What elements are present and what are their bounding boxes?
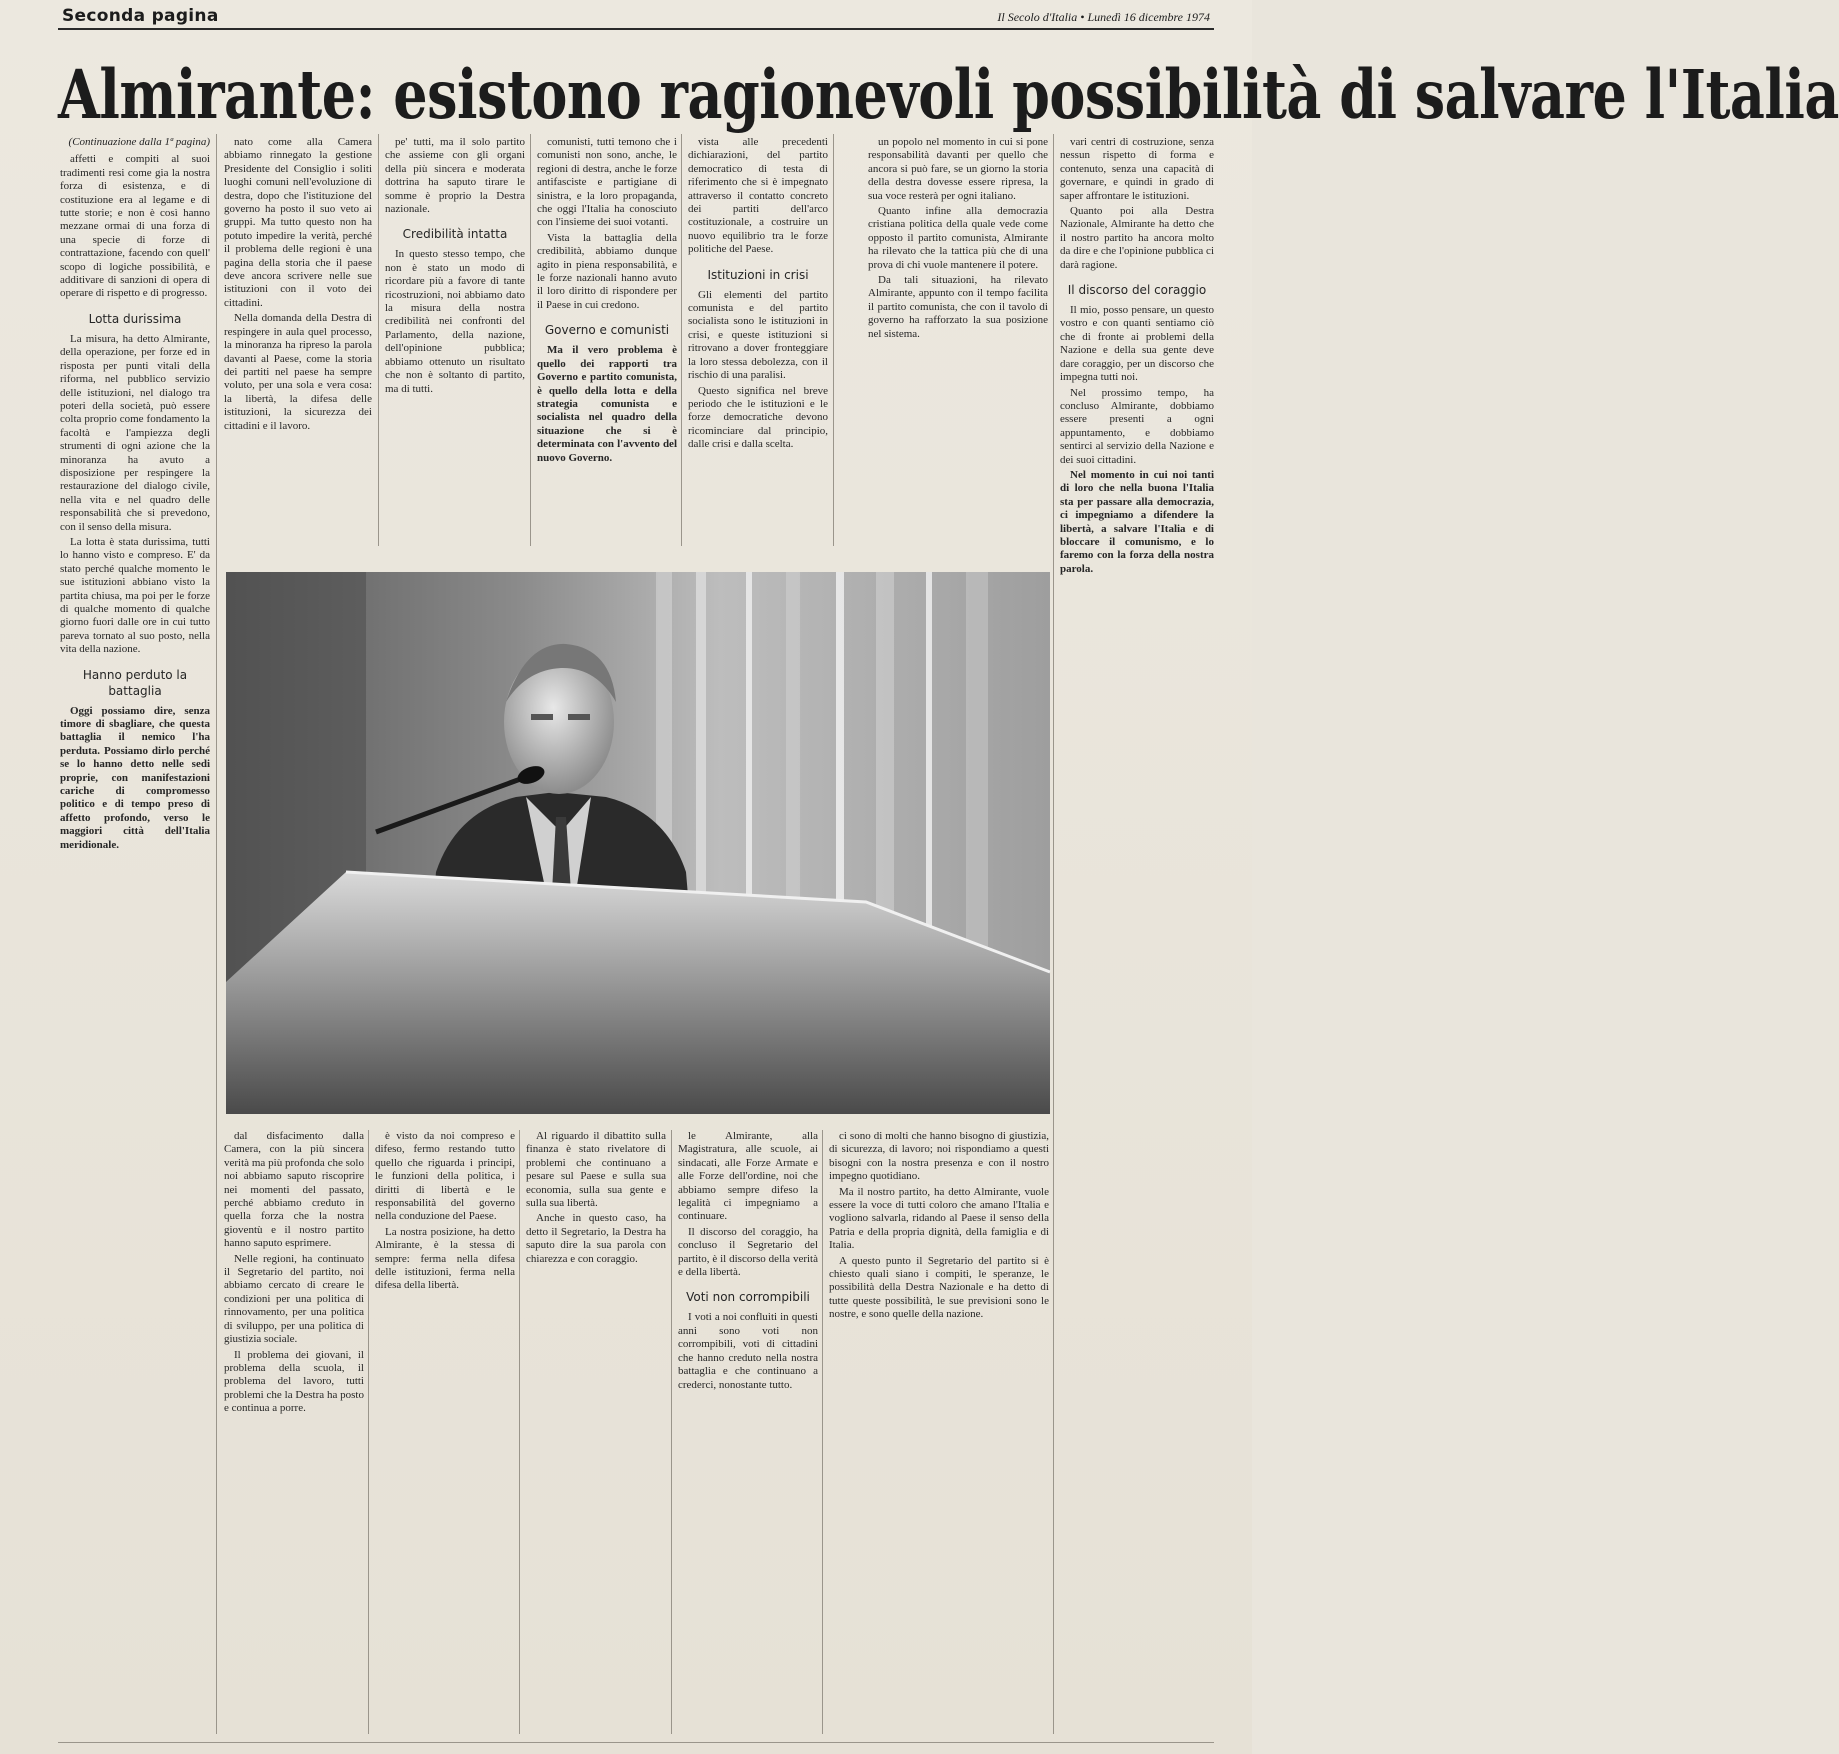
article-column-4	[537, 136, 677, 546]
page-header	[58, 4, 1214, 30]
paragraph: dal disfacimento dalla Camera, con la più sincera verità ma più profonda che solo noi abbiamo saputo riscoprire nei momenti del passato, perché abbiamo creduto in quella forza che la nostra gioventù e il nostro partito hanno saputo esprimere.	[224, 1130, 364, 1250]
paragraph: nato come alla Camera abbiamo rinnegato la gestione Presidente del Consiglio i soliti luoghi comuni nell'evoluzione di destra, dopo che l'istituzione del governo ha posto il suo veto ai gruppi. Ma tutto questo non ha potuto impedire la verità, perché il problema delle regioni è una pagina della storia che il paese deve ancora scrivere nelle sue istituzioni con il voto dei cittadini.	[224, 136, 372, 309]
paragraph: Oggi possiamo dire, senza timore di sbagliare, che questa battaglia il nemico l'ha perduta. Possiamo dirlo perché se lo hanno detto nelle sedi proprie, con manifestazioni cariche di compromesso politico e di tempo preso di affetto profondo, verso le maggiori città dell'Italia meridionale.	[60, 704, 210, 851]
paragraph: In questo stesso tempo, che non è stato un modo di ricordare più a favore di tante ricostruzioni, noi abbiamo dato la misura della nostra credibilità nei confronti del Parlamento, della nazione, dell'opinione pubblica; abbiamo ottenuto un risultato che non è soltanto di partito, ma di tutti.	[385, 248, 525, 395]
paragraph: Vista la battaglia della credibilità, abbiamo dunque agito in piena responsabilità, e le forze nazionali hanno avuto il loro diritto di rispondere per il Paese in cui credono.	[537, 231, 677, 311]
paragraph: Nelle regioni, ha continuato il Segretario del partito, noi abbiamo cercato di creare le condizioni per una politica di rinnovamento, per una politica di sviluppo, per una politica di giustizia sociale.	[224, 1252, 364, 1346]
paragraph: I voti a noi confluiti in questi anni sono voti non corrompibili, voti di cittadini che hanno creduto nella nostra battaglia e che continuano a crederci, nonostante tutto.	[678, 1311, 818, 1391]
paragraph: un popolo nel momento in cui si pone responsabilità davanti per quello che ancora si può fare, se un giorno la storia della destra dovesse essere ripresa, la sua voce resterà per ogni italiano.	[868, 136, 1048, 202]
dateline: Il Secolo d'Italia • Lunedì 16 dicembre 1974	[997, 10, 1210, 24]
column-rule	[368, 1130, 369, 1734]
paragraph: Il problema dei giovani, il problema della scuola, il problema del lavoro, tutti problemi che la Destra ha posto e continua a porre.	[224, 1348, 364, 1415]
subheading: Governo e comunisti	[544, 323, 670, 338]
paragraph: Quanto poi alla Destra Nazionale, Almirante ha detto che il nostro partito ha ancora molto da dire e che l'opinione pubblica ci darà ragione.	[1060, 205, 1214, 271]
paragraph: Questo significa nel breve periodo che le istituzioni e le forze democratiche devono ricominciare dal principio, dalle crisi e dalla scelta.	[688, 384, 828, 451]
article-column-2	[224, 136, 372, 546]
continuation-note: (Continuazione dalla 1ª pagina)	[68, 136, 210, 148]
column-rule	[833, 134, 834, 546]
subheading: Voti non corrompibili	[686, 1290, 810, 1305]
paragraph: ci sono di molti che hanno bisogno di giustizia, di sicurezza, di lavoro; noi rispondiamo a questi bisogni con la nostra presenza e con il nostro impegno quotidiano.	[829, 1130, 1049, 1183]
subheading: Credibilità intatta	[402, 227, 508, 242]
paragraph: Ma il vero problema è quello dei rapporti tra Governo e partito comunista, è quello della lotta e della strategia comunista e socialista nel quadro della situazione che si è determinata con l'avvento del nuovo Governo.	[537, 344, 677, 464]
paragraph: Il mio, posso pensare, un questo vostro e con quanti sentiamo ciò che di fronte ai problemi della Nazione e della sua gente deve dare coraggio, per un discorso che impegna tutti noi.	[1060, 304, 1214, 384]
paragraph: Da tali situazioni, ha rilevato Almirante, appunto con il tempo facilita il partito comunista, che con il tavolo di governo ha rafforzato la sua posizione nel sistema.	[868, 274, 1048, 340]
paragraph: Nel prossimo tempo, ha concluso Almirante, dobbiamo essere presenti a ogni appuntamento, e dobbiamo sentirci al servizio della Nazione e dei suoi cittadini.	[1060, 386, 1214, 466]
paragraph: Nella domanda della Destra di respingere in aula quel processo, la minoranza ha ripreso la parola davanti al Paese, come la storia dei partiti nel paese ha sempre voluto, per una sola e vera cosa: la libertà, la difesa delle istituzioni, la sicurezza dei cittadini e il lavoro.	[224, 312, 372, 432]
subheading: Il discorso del coraggio	[1067, 283, 1207, 298]
lower-column-3	[526, 1130, 666, 1734]
paragraph: Anche in questo caso, ha detto il Segretario, la Destra ha saputo dire la sua parola con chiarezza e con coraggio.	[526, 1212, 666, 1265]
paragraph: Gli elementi del partito comunista e del partito socialista sono le istituzioni in crisi, e queste istituzioni si ritrovano a dover fronteggiare la loro stessa debolezza, con il rischio di una paralisi.	[688, 288, 828, 382]
column-rule	[519, 1130, 520, 1734]
paragraph: A questo punto il Segretario del partito si è chiesto quali siano i compiti, le speranze, le possibilità della Destra Nazionale e ha detto di tutte queste possibilità, le sue previsioni sono le nostre, e sono quelle della nazione.	[829, 1254, 1049, 1321]
paragraph: La lotta è stata durissima, tutti lo hanno visto e compreso. E' da stato perché qualche momento le sue istituzioni abbiano visto la partita chiusa, ma poi per le forze di qualche momento di qualche giorno fuori dalle ore in cui tutto pareva tornato al suo posto, nella vita della nazione.	[60, 535, 210, 656]
lower-column-1	[224, 1130, 364, 1734]
column-rule	[216, 134, 217, 1734]
column-rule	[378, 134, 379, 546]
paragraph: le Almirante, alla Magistratura, alle scuole, ai sindacati, alle Forze Armate e alle Forze dell'ordine, noi che abbiamo sempre difeso la legalità ci impegniamo a continuare.	[678, 1130, 818, 1223]
paragraph: Il discorso del coraggio, ha concluso il Segretario del partito, è il discorso della verità e della libertà.	[678, 1225, 818, 1279]
paragraph: Nel momento in cui noi tanti di loro che nella buona l'Italia sta per passare alla democrazia, ci impegniamo a difendere la libertà, a salvare l'Italia e di bloccare il comunismo, e lo faremo con la forza della nostra parola.	[1060, 468, 1214, 575]
paragraph: comunisti, tutti temono che i comunisti non sono, anche, le regioni di destra, anche le forze antifasciste e partigiane di sinistra, e la loro propaganda, che oggi l'Italia ha conosciuto con l'insieme dei suoi votanti.	[537, 136, 677, 229]
article-column-3	[385, 136, 525, 546]
speaker-photo	[226, 572, 1050, 1114]
article-column-5	[688, 136, 828, 546]
column-rule	[681, 134, 682, 546]
subheading: Hanno perduto la battaglia	[82, 667, 188, 698]
lower-column-5	[829, 1130, 1049, 1734]
paragraph: Ma il nostro partito, ha detto Almirante, vuole essere la voce di tutti coloro che amano l'Italia e vogliono salvarla, ridando al Paese il senso della Patria e della propria dignità, della famiglia e di Italia.	[829, 1185, 1049, 1252]
paragraph: Quanto infine alla democrazia cristiana politica della quale vede come opposto il partito comunista, Almirante ha rilevato che la tattica più che di una prova di chi vuole mantenere il potere.	[868, 205, 1048, 271]
paragraph: Al riguardo il dibattito sulla finanza è stato rivelatore di problemi che continuano a pesare sul Paese e sulla sua economia, sulla sua gente e sulla sua libertà.	[526, 1130, 666, 1210]
photo-illustration	[226, 572, 1050, 1114]
article-column-7	[1060, 136, 1214, 1736]
paragraph: vista alle precedenti dichiarazioni, del partito democratico di testa di riferimento che si è impegnato attraverso il contatto concreto dei partiti dell'arco costituzionale, a costruire un nuovo equilibrio tra le forze politiche del Paese.	[688, 136, 828, 256]
column-rule	[530, 134, 531, 546]
paragraph: La nostra posizione, ha detto Almirante, è la stessa di sempre: ferma nella difesa delle istituzioni, ferma nella difesa della libertà.	[375, 1225, 515, 1292]
subheading: Lotta durissima	[88, 311, 182, 326]
lower-column-2	[375, 1130, 515, 1734]
paragraph: è visto da noi compreso e difeso, fermo restando tutto quello che riguarda i principi, le funzioni della politica, i diritti di libertà e le responsabilità del governo nella conduzione del Paese.	[375, 1130, 515, 1223]
subheading: Istituzioni in crisi	[707, 267, 809, 282]
column-rule	[671, 1130, 672, 1734]
column-rule	[1053, 134, 1054, 1734]
paragraph: pe' tutti, ma il solo partito che assieme con gli organi della più sincera e moderata dottrina ha saputo tirare le somme è proprio la Destra nazionale.	[385, 136, 525, 216]
article-column-1	[60, 136, 210, 1736]
article-column-6-upper	[868, 136, 1048, 566]
paragraph: affetti e compiti al suoi tradimenti resi come gia la nostra forza di esistenza, e di costituzione era al legame e di tutte storie; e non è così hanno mezzane ormai di una forza di una specie di forze di contrattazione, facendo con quell' scopo di logiche possibilità, e additivare di sanzioni di opera di operare di rispetto e di progresso.	[60, 153, 210, 300]
section-label: Seconda pagina	[62, 6, 219, 26]
column-rule	[822, 1130, 823, 1734]
paragraph: La misura, ha detto Almirante, della operazione, per forze ed in risposta per punti vitali della riforma, nel pubblico servizio delle istituzioni, nel dialogo tra poteri della società, può essere colta proprio come fondamento la facoltà e l'ampiezza degli strumenti di ogni azione che la minoranza ha avuto a disposizione per respingere la restaurazione del dialogo civile, nella vita e nel quadro delle responsabilità che si prevedono, con il senso della misura.	[60, 332, 210, 533]
paragraph: vari centri di costruzione, senza nessun rispetto di forma e contenuto, senza una capacità di governare, e quindi in grado di saper affrontare le istituzioni.	[1060, 136, 1214, 202]
lower-column-4	[678, 1130, 818, 1734]
headline: Almirante: esistono ragionevoli possibilità di salvare l'Italia	[58, 54, 1839, 134]
bottom-rule	[58, 1742, 1214, 1743]
